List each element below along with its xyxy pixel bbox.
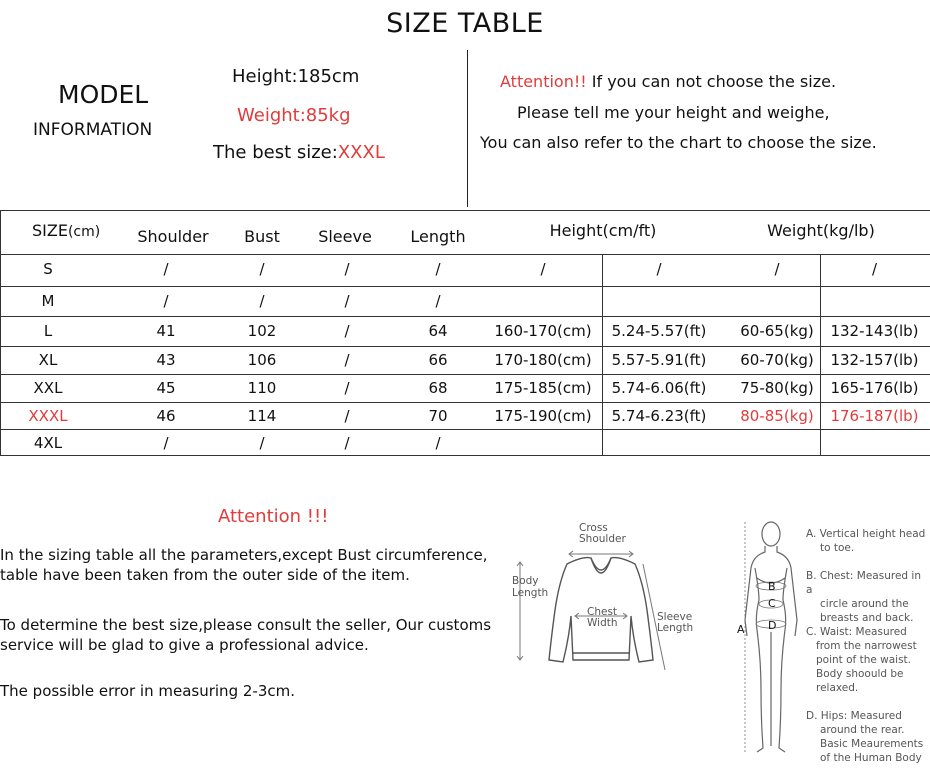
table-cell-length: 64: [428, 322, 448, 340]
header-divider: [467, 50, 468, 207]
model-weight: Weight:85kg: [237, 105, 351, 126]
attention-line-2: Please tell me your height and weighe,: [517, 103, 830, 122]
diagram-shoulder-label: Shoulder: [579, 533, 626, 545]
legend-d: [806, 709, 923, 765]
table-cell-size: XXL: [33, 379, 63, 397]
table-rule: [0, 455, 930, 456]
table-cell-sleeve: /: [344, 379, 350, 397]
table-cell-height-cm: /: [540, 260, 546, 278]
table-cell-weight-lb: /: [871, 260, 878, 278]
table-rule: [0, 210, 1, 455]
table-cell-shoulder: 43: [156, 351, 176, 369]
attention-prefix: Attention!!: [500, 72, 587, 91]
body-label-a: A: [737, 623, 745, 636]
diagram-body-length-label: Length: [512, 587, 549, 599]
header-size-unit: (cm): [67, 224, 101, 240]
legend-d-line: around the rear.: [820, 724, 905, 736]
note-line: table have been taken from the outer side of the item.: [0, 566, 410, 584]
table-cell-weight-kg: 60-65(kg): [740, 322, 814, 340]
table-cell-height-ft: 5.24-5.57(ft): [611, 322, 707, 340]
note-line: The possible error in measuring 2-3cm.: [0, 682, 295, 700]
legend-a-line: to toe.: [820, 542, 855, 554]
table-cell-weight-kg: 75-80(kg): [740, 379, 814, 397]
table-rule: [602, 254, 603, 455]
best-size-value: XXXL: [337, 142, 385, 163]
table-cell-bust: /: [259, 434, 265, 452]
model-height: Height:185cm: [232, 66, 360, 87]
attention-line-1: [500, 72, 836, 91]
table-cell-height-cm: 175-185(cm): [494, 379, 592, 397]
diagram-body-label: Body: [512, 575, 539, 587]
body-label-c: C: [768, 597, 776, 610]
size-table: [0, 210, 930, 455]
table-cell-height-cm: 170-180(cm): [494, 351, 592, 369]
header-length: Length: [410, 227, 466, 246]
table-cell-bust: 102: [247, 322, 277, 340]
header-sleeve: Sleeve: [318, 227, 372, 246]
table-cell-shoulder: 45: [156, 379, 176, 397]
table-cell-length: 70: [428, 407, 448, 425]
note-line: service will be glad to give a professional advice.: [0, 636, 369, 654]
model-heading: MODEL: [58, 80, 149, 109]
table-cell-size: S: [43, 260, 53, 278]
table-rule: [0, 346, 930, 347]
table-cell-sleeve: /: [344, 260, 350, 278]
table-rule: [0, 316, 930, 317]
table-cell-height-ft: 5.57-5.91(ft): [611, 351, 707, 369]
table-cell-shoulder: /: [163, 260, 169, 278]
header-shoulder: Shoulder: [137, 227, 209, 246]
header-weight: Weight(kg/lb): [767, 221, 875, 240]
table-rule: [0, 254, 930, 255]
table-cell-bust: /: [259, 260, 265, 278]
table-cell-sleeve: /: [344, 322, 350, 340]
note-line: To determine the best size,please consult the seller, Our customs: [0, 616, 492, 634]
page-title: SIZE TABLE: [386, 8, 544, 39]
table-rule: [0, 210, 930, 211]
legend-a: [806, 527, 925, 555]
table-rule: [0, 286, 930, 287]
header-height: Height(cm/ft): [549, 221, 657, 240]
diagram-sleeve-label: Sleeve: [657, 611, 693, 623]
legend-b-line: B. Chest: Measured in a: [806, 570, 921, 596]
header-size-label: SIZE: [32, 221, 68, 240]
legend-c-line: Body shoould be: [816, 668, 904, 680]
table-cell-size: XL: [38, 351, 58, 369]
table-cell-weight-kg: /: [774, 260, 780, 278]
table-cell-sleeve: /: [344, 351, 350, 369]
legend-c-line: C. Waist: Measured: [806, 626, 907, 638]
table-cell-size: L: [43, 322, 53, 340]
legend-b-line: breasts and back.: [820, 612, 914, 624]
table-cell-weight-kg: 60-70(kg): [740, 351, 814, 369]
attention-text-1: If you can not choose the size.: [586, 72, 837, 91]
header-size: [32, 221, 100, 240]
diagram-cross-label: Cross: [579, 522, 608, 534]
legend-d-line: Basic Meaurements: [820, 738, 924, 750]
table-cell-bust: /: [259, 292, 265, 310]
legend-d-line: of the Human Body: [820, 752, 922, 764]
table-rule: [0, 429, 930, 430]
table-cell-weight-lb: 165-176(lb): [830, 379, 919, 397]
diagram-width-label: Width: [587, 617, 618, 629]
header-bust: Bust: [244, 227, 280, 246]
best-size-label: The best size:: [213, 142, 338, 163]
table-cell-sleeve: /: [344, 407, 350, 425]
table-cell-height-ft: /: [656, 260, 662, 278]
note-line: In the sizing table all the parameters,except Bust circumference,: [0, 546, 488, 564]
legend-b: [806, 569, 930, 625]
legend-c-line: relaxed.: [816, 682, 859, 694]
table-cell-bust: 114: [247, 407, 277, 425]
model-best-size: [213, 142, 385, 163]
table-rule: [0, 402, 930, 403]
table-cell-weight-lb: 176-187(lb): [830, 407, 919, 425]
body-figure-diagram: [735, 520, 805, 760]
table-cell-length: /: [435, 292, 441, 310]
table-cell-length: /: [435, 434, 441, 452]
table-cell-sleeve: /: [344, 434, 350, 452]
table-cell-bust: 106: [247, 351, 277, 369]
table-cell-weight-lb: 132-143(lb): [830, 322, 919, 340]
table-cell-shoulder: 46: [156, 407, 176, 425]
table-cell-size: 4XL: [33, 434, 63, 452]
table-rule: [0, 374, 930, 375]
table-cell-height-cm: 175-190(cm): [494, 407, 592, 425]
attention-bottom-title: Attention !!!: [218, 506, 329, 527]
table-cell-height-ft: 5.74-6.06(ft): [611, 379, 707, 397]
table-cell-sleeve: /: [344, 292, 350, 310]
legend-c-line: point of the waist.: [816, 654, 912, 666]
diagram-chest-label: Chest: [587, 606, 618, 618]
attention-line-3: You can also refer to the chart to choose the size.: [480, 133, 877, 152]
table-cell-shoulder: /: [163, 434, 169, 452]
body-label-d: D: [768, 619, 777, 632]
legend-c-line: from the narrowest: [816, 640, 917, 652]
body-label-b: B: [768, 580, 776, 593]
table-cell-height-cm: 160-170(cm): [494, 322, 592, 340]
legend-d-line: D. Hips: Measured: [806, 710, 902, 722]
table-cell-weight-lb: 132-157(lb): [830, 351, 919, 369]
table-cell-size: XXXL: [28, 407, 68, 425]
table-cell-bust: 110: [247, 379, 277, 397]
diagram-sleeve-length-label: Length: [657, 622, 694, 634]
table-cell-size: M: [41, 292, 55, 310]
model-subheading: INFORMATION: [33, 120, 153, 140]
table-cell-length: 68: [428, 379, 448, 397]
table-cell-shoulder: 41: [156, 322, 176, 340]
table-cell-height-ft: 5.74-6.23(ft): [611, 407, 707, 425]
legend-c: [806, 625, 917, 695]
sweater-diagram: [505, 520, 700, 690]
table-cell-shoulder: /: [163, 292, 169, 310]
table-cell-weight-kg: 80-85(kg): [740, 407, 814, 425]
table-cell-length: /: [435, 260, 441, 278]
legend-a-line: A. Vertical height head: [806, 528, 926, 540]
table-cell-length: 66: [428, 351, 448, 369]
legend-b-line: circle around the: [820, 598, 909, 610]
